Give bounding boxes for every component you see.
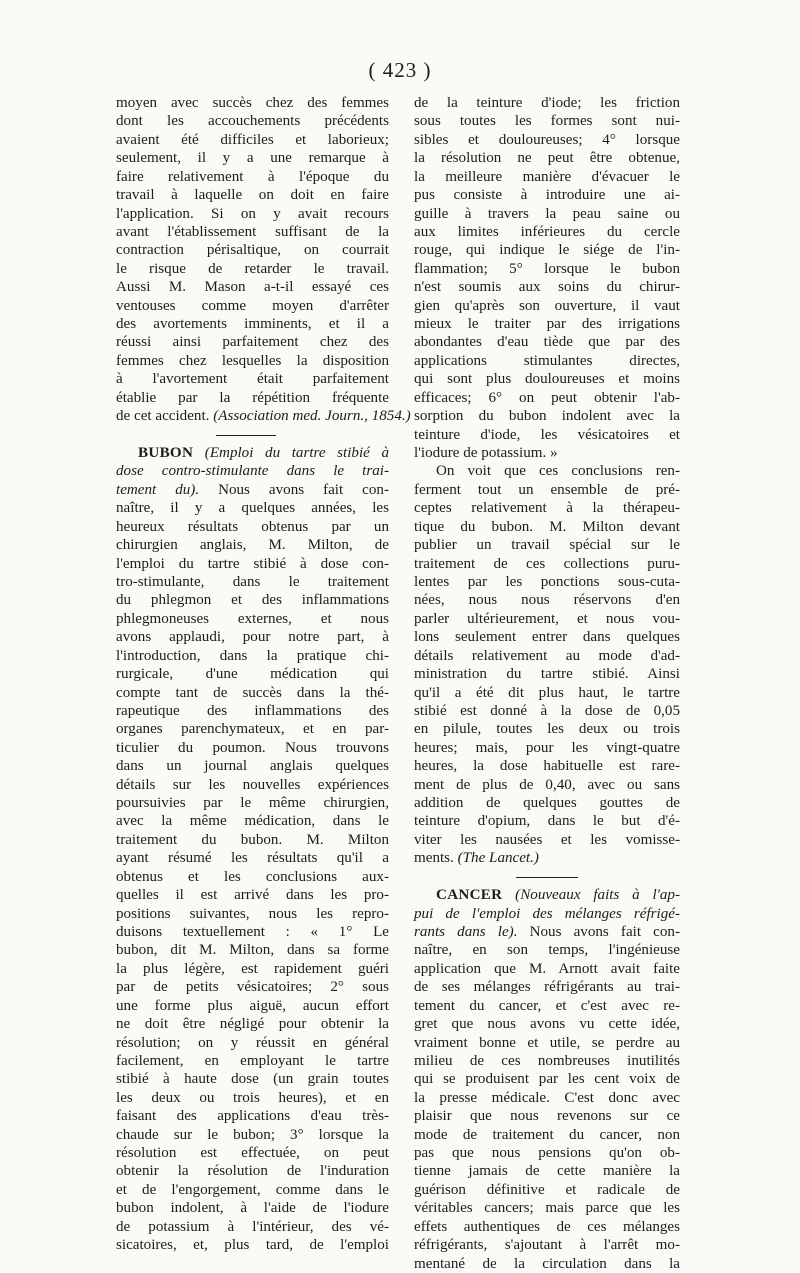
text-line: teinture d'opium, dans le but d'é-: [414, 813, 680, 830]
text-line: en pilule, toutes les deux ou trois: [414, 721, 680, 738]
text-line: pas que nous pensions qu'on ob-: [414, 1145, 680, 1162]
text-line: plaisir que nous revenons sur ce: [414, 1108, 680, 1125]
text-line: la presse médicale. C'est donc avec: [414, 1089, 680, 1106]
text-line: ventouses comme moyen d'arrêter: [116, 297, 389, 314]
cancer-paragraph: [414, 941, 680, 1273]
text-line: positions suivantes, nous les repro-: [116, 905, 389, 922]
text-line: sibles et douloureuses; 4° lorsque: [414, 131, 680, 148]
text-line: dont les accouchements précédents: [116, 113, 389, 130]
text-line: moyen avec succès chez des femmes: [116, 95, 389, 111]
text-line: mieux le traiter par des irrigations: [414, 316, 680, 333]
text-line: avant l'établissement suffisant de la: [116, 223, 389, 240]
text-line: flammation; 5° lorsque le bubon: [414, 260, 680, 277]
text-line: contraction périsaltique, on courrait: [116, 242, 389, 259]
text-line: rouge, qui indique le siége de l'in-: [414, 242, 680, 259]
text-line: stibié est donné à la dose de 0,05: [414, 702, 680, 719]
text-line: parler ultérieurement, et nous vou-: [414, 610, 680, 627]
text-line: milieu de ces nombreuses inutilités: [414, 1052, 680, 1069]
text-line: pus consiste à introduire une ai-: [414, 187, 680, 204]
text-line: duisons textuellement : « 1° Le: [116, 923, 389, 940]
text-line: lentes par les ponctions sous-cuta-: [414, 573, 680, 590]
commentary-source-line: [414, 849, 680, 867]
text-line: détails sur les nouvelles expériences: [116, 776, 389, 793]
text-line: de potassium à l'intérieur, des vé-: [116, 1218, 389, 1235]
text-line: tienne jamais de cette manière la: [414, 1163, 680, 1180]
text-line: stibié à haute dose (un grain toutes: [116, 1071, 389, 1088]
text-line: réussi ainsi parfaitement chez des: [116, 334, 389, 351]
bubon-paragraph: [116, 499, 389, 1254]
text-line: sicatoires, et, plus tard, de l'emploi: [116, 1237, 389, 1254]
section-divider: [116, 426, 389, 444]
text-line: la résolution ne peut être obtenue,: [414, 150, 680, 167]
text-line: ayant résumé les résultats qu'il a: [116, 850, 389, 867]
bubon-subtitle-3: tement du).: [116, 481, 200, 498]
text-line: naître, en son temps, l'ingénieuse: [414, 942, 680, 959]
text-line: aux limites inférieures du cercle: [414, 223, 680, 240]
text-line: addition de quelques gouttes de: [414, 795, 680, 812]
cancer-first-rest: Nous avons fait con-: [529, 923, 680, 940]
text-line: viter les nausées et les vomisse-: [414, 831, 680, 848]
text-line: faire relativement à l'époque du: [116, 168, 389, 185]
intro-lastline-text: de cet accident.: [116, 408, 210, 425]
text-line: réfrigérants, s'ajoutant à l'arrêt mo-: [414, 1237, 680, 1254]
text-line: teinture d'iode, les vésicatoires et: [414, 426, 680, 443]
text-line: sous toutes les formes sont nui-: [414, 113, 680, 130]
text-line: dans un journal anglais quelques: [116, 758, 389, 775]
text-line: guérison définitive et radicale de: [414, 1181, 680, 1198]
bubon-source: (The Lancet.): [457, 850, 539, 867]
text-line: une forme plus aiguë, aucun effort: [116, 997, 389, 1014]
text-line: compte tant de succès dans la thé-: [116, 684, 389, 701]
text-line: gien qu'après son ouverture, il vaut: [414, 297, 680, 314]
bubon-first-rest: Nous avons fait con-: [218, 481, 389, 498]
text-line: applications stimulantes directes,: [414, 352, 680, 369]
text-line: chaude sur le bubon; 3° lorsque la: [116, 1126, 389, 1143]
text-line: ment de plus de 0,40, avec ou sans: [414, 776, 680, 793]
text-line: n'est soumis aux soins du chirur-: [414, 279, 680, 296]
text-line: des avortements imminents, et il a: [116, 316, 389, 333]
text-line: nées, nous nous réservons d'en: [414, 592, 680, 609]
text-line: les deux ou trois heures), et en: [116, 1089, 389, 1106]
cancer-subtitle-line-3: [414, 923, 680, 941]
text-line: sorption du bubon indolent avec la: [414, 408, 680, 425]
text-line: facilement, en employant le tartre: [116, 1052, 389, 1069]
text-line: tement du cancer, et c'est avec re-: [414, 997, 680, 1014]
text-line: bubon, dit M. Milton, dans sa forme: [116, 942, 389, 959]
text-line: heures; mais, pour les vingt-quatre: [414, 739, 680, 756]
text-line: application que M. Arnott avait faite: [414, 960, 680, 977]
bubon-subtitle-line-2: [116, 462, 389, 480]
text-line: ticulier du poumon. Nous trouvons: [116, 739, 389, 756]
text-line: obtenus et les conclusions aux-: [116, 868, 389, 885]
text-line: publier un travail spécial sur le: [414, 537, 680, 554]
text-line: traitement de ces collections puru-: [414, 555, 680, 572]
text-line: faisant des applications d'eau très-: [116, 1108, 389, 1125]
text-line: mode de traitement du cancer, non: [414, 1126, 680, 1143]
cancer-subtitle-3: rants dans le).: [414, 923, 518, 940]
text-line: qu'il a été dit plus haut, le tartre: [414, 684, 680, 701]
text-line: tique du bubon. M. Milton devant: [414, 518, 680, 535]
text-line: ceptes relativement à la thérapeu-: [414, 500, 680, 517]
text-line: de la teinture d'iode; les friction: [414, 95, 680, 111]
text-line: heureux résultats obtenus par un: [116, 518, 389, 535]
text-line: qui sont plus douloureuses et moins: [414, 371, 680, 388]
commentary-lastline-text: ments.: [414, 850, 454, 867]
text-line: poursuivies par le même chirurgien,: [116, 795, 389, 812]
page-number: ( 423 ): [368, 58, 432, 82]
text-line: qui se produisent par les cent voix de: [414, 1071, 680, 1088]
right-column: [414, 94, 680, 1273]
intro-paragraph: [116, 94, 389, 407]
text-line: résolution; on y réussit en général: [116, 1034, 389, 1051]
text-line: seulement, il y a une remarque à: [116, 150, 389, 167]
text-line: naître, il y a quelques années, les: [116, 500, 389, 517]
bubon-subtitle-1: (Emploi du tartre stibié à: [204, 445, 389, 462]
cancer-subtitle-line-2: [414, 905, 680, 923]
text-line: organes parenchymateux, et en par-: [116, 721, 389, 738]
text-line: gret que nous avons vu cette idée,: [414, 1016, 680, 1033]
text-line: avaient été difficiles et laborieux;: [116, 131, 389, 148]
text-line: guille à travers la peau saine ou: [414, 205, 680, 222]
text-line: établie par la répétition fréquente: [116, 389, 389, 406]
text-line: efficaces; 6° on peut obtenir l'ab-: [414, 389, 680, 406]
text-line: à l'avortement était parfaitement: [116, 371, 389, 388]
text-line: obtenir la résolution de l'induration: [116, 1163, 389, 1180]
text-line: On voit que ces conclusions ren-: [436, 463, 680, 480]
intro-source-line: [116, 407, 411, 425]
cancer-heading: CANCER: [436, 887, 503, 904]
text-line: mentané de la circulation dans la: [414, 1255, 680, 1272]
text-line: l'introduction, dans la pratique chi-: [116, 647, 389, 664]
text-line: l'iodure de potassium. »: [414, 445, 558, 462]
text-line: la meilleure manière d'évacuer le: [414, 168, 680, 185]
text-line: détails relativement au mode d'ad-: [414, 647, 680, 664]
text-line: véritables cancers; mais parce que les: [414, 1200, 680, 1217]
text-line: l'application. Si on y avait recours: [116, 205, 389, 222]
text-line: le risque de retarder le travail.: [116, 260, 389, 277]
text-line: l'emploi du tartre stibié à dose con-: [116, 555, 389, 572]
commentary-paragraph: [414, 462, 680, 849]
text-line: ne doit être négligé pour obtenir la: [116, 1016, 389, 1033]
text-line: vraiment bonne et utile, se perdre au: [414, 1034, 680, 1051]
text-line: femmes chez lesquelles la disposition: [116, 352, 389, 369]
text-line: chirurgien anglais, M. Milton, de: [116, 537, 389, 554]
bubon-heading-line: [116, 444, 389, 462]
text-line: bubon indolent, à l'aide de l'iodure: [116, 1200, 389, 1217]
text-line: la plus légère, est rapidement guéri: [116, 960, 389, 977]
text-line: ministration du tartre stibié. Ainsi: [414, 666, 680, 683]
cancer-subtitle-2: pui de l'emploi des mélanges réfrigé-: [414, 905, 680, 922]
text-line: quelles il est arrivé dans les pro-: [116, 887, 389, 904]
text-line: avons applaudi, pour notre part, à: [116, 629, 389, 646]
text-line: tro-stimulante, dans le traitement: [116, 573, 389, 590]
intro-source: (Association med. Journ., 1854.): [213, 408, 411, 425]
text-line: heures, la dose habituelle est rare-: [414, 758, 680, 775]
text-line: lons seulement entrer dans quelques: [414, 629, 680, 646]
text-line: effets authentiques de ces mélanges: [414, 1218, 680, 1235]
text-line: résolution est effectuée, on peut: [116, 1145, 389, 1162]
bubon-subtitle-line-3: [116, 481, 389, 499]
bubon-heading: BUBON: [138, 445, 194, 462]
text-line: travail à laquelle on doit en faire: [116, 187, 389, 204]
text-line: traitement du bubon. M. Milton: [116, 831, 389, 848]
text-line: phlegmoneuses externes, et nous: [116, 610, 389, 627]
bubon-subtitle-2: dose contro-stimulante dans le trai-: [116, 463, 389, 480]
bubon-continuation: [414, 94, 680, 462]
section-divider-right: [414, 868, 680, 886]
text-line: et de l'engorgement, comme dans le: [116, 1181, 389, 1198]
text-line: du phlegmon et des inflammations: [116, 592, 389, 609]
text-line: par de petits vésicatoires; 2° sous: [116, 979, 389, 996]
text-line: avec la même médication, dans le: [116, 813, 389, 830]
text-line: rurgicale, d'une médication qui: [116, 666, 389, 683]
text-line: ferment tout un ensemble de pré-: [414, 481, 680, 498]
left-column: [116, 94, 411, 1255]
cancer-subtitle-1: (Nouveaux faits à l'ap-: [515, 887, 680, 904]
cancer-heading-line: [414, 886, 680, 904]
text-line: de ses mélanges réfrigérants au trai-: [414, 979, 680, 996]
text-line: Aussi M. Mason a-t-il essayé ces: [116, 279, 389, 296]
text-line: rapeutique des inflammations des: [116, 702, 389, 719]
text-line: abondantes d'eau tiède que par des: [414, 334, 680, 351]
